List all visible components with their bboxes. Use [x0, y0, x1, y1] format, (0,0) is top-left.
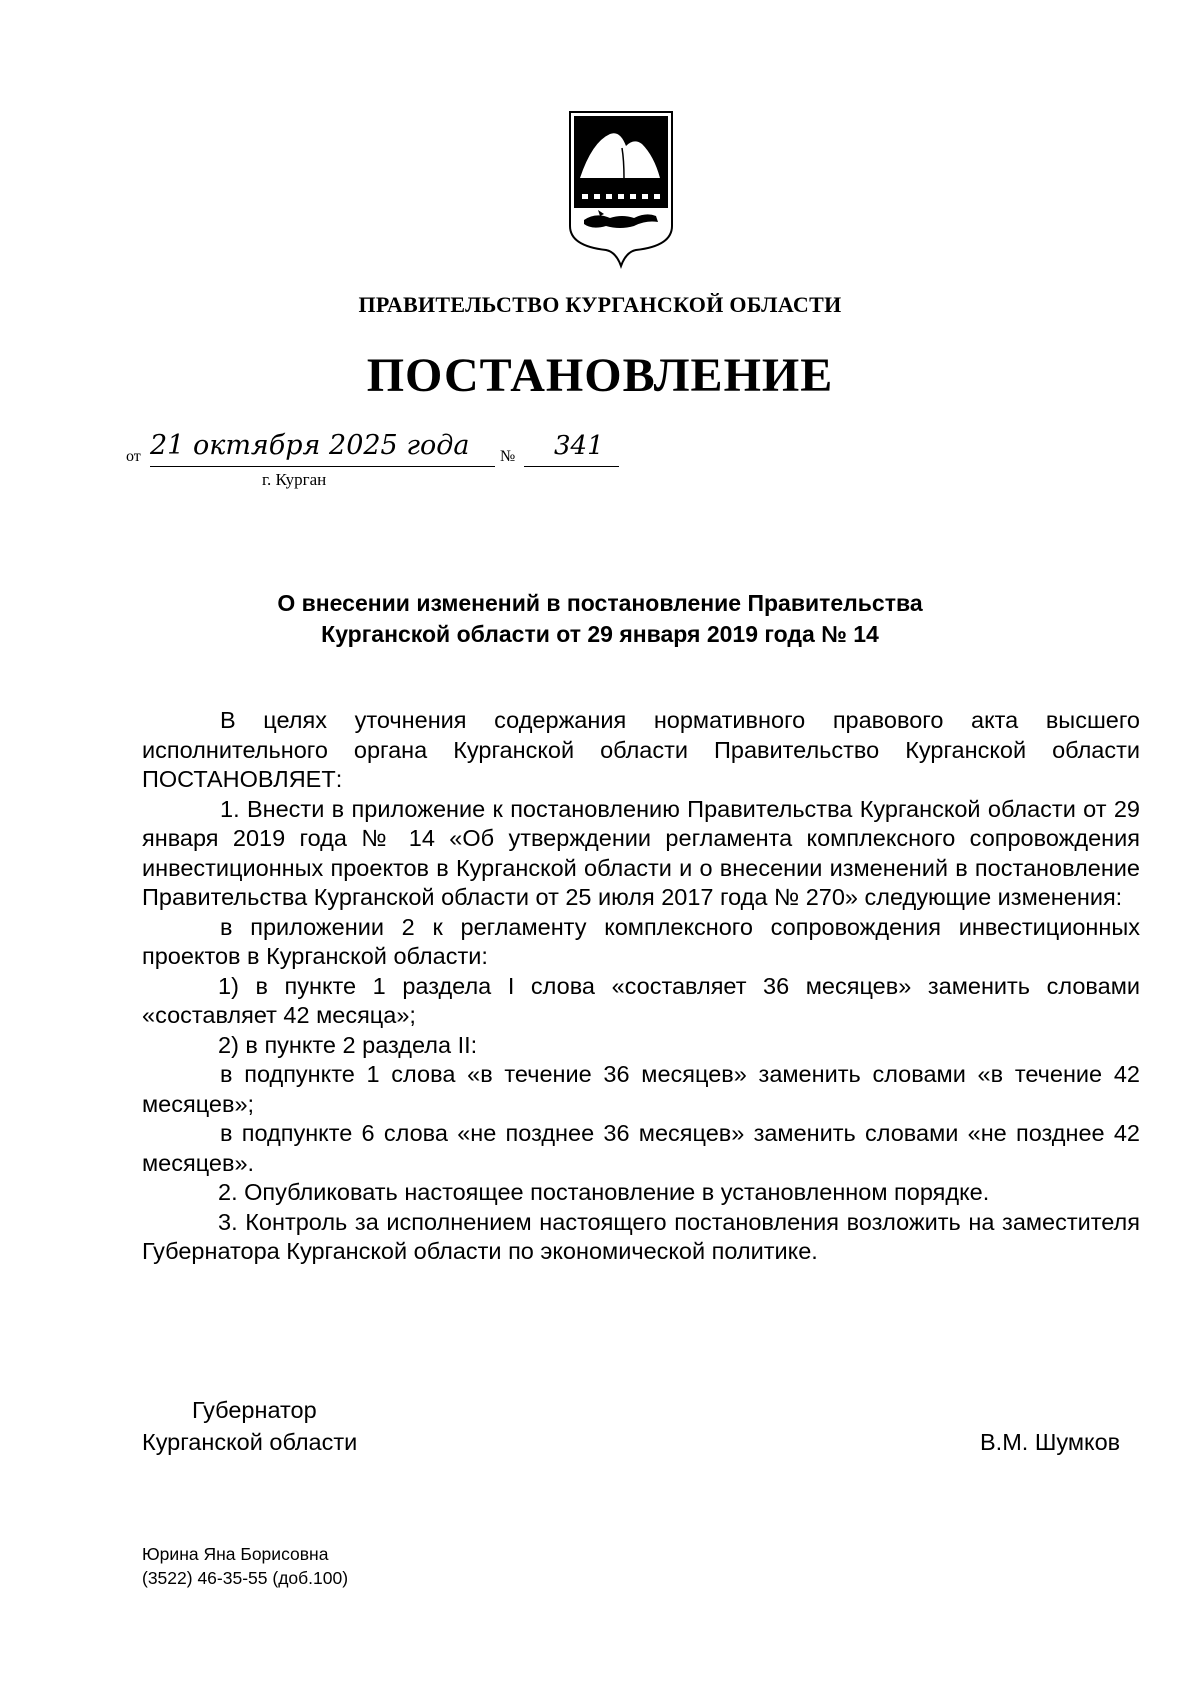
item-2-paragraph: 2. Опубликовать настоящее постановление в установленном порядке.: [218, 1179, 990, 1205]
subject-line: Курганской области от 29 января 2019 года № 14: [321, 621, 879, 647]
signatory-position: [142, 1394, 357, 1458]
date-from-label: от: [126, 448, 141, 465]
coat-of-arms-icon: [562, 108, 680, 270]
subject-line: О внесении изменений в постановление Правительства: [277, 590, 923, 616]
subitem-2a-paragraph: в подпункте 1 слова «в течение 36 месяцев» заменить словами «в течение 42 месяцев»;: [142, 1061, 1140, 1117]
subitem-2-paragraph: 2) в пункте 2 раздела II:: [218, 1031, 478, 1058]
item-1-intro-paragraph: в приложении 2 к регламенту комплексного сопровождения инвестиционных проектов в Курганской области:: [142, 913, 1140, 969]
item-3-paragraph: 3. Контроль за исполнением настоящего постановления возложить на заместителя Губернатора Курганской области по экономической политике.: [142, 1208, 1140, 1264]
government-name: ПРАВИТЕЛЬСТВО КУРГАНСКОЙ ОБЛАСТИ: [358, 292, 842, 317]
document-city: г. Курган: [262, 470, 327, 489]
preamble-paragraph: В целях уточнения содержания нормативного правового акта высшего исполнительного органа Курганской области Правительство Курганской области ПОСТАНОВЛЯЕТ:: [142, 707, 1140, 792]
subitem-2b-paragraph: в подпункте 6 слова «не позднее 36 месяцев» заменить словами «не позднее 42 месяцев».: [142, 1120, 1140, 1176]
document-subject: [0, 588, 1200, 650]
item-1-paragraph: 1. Внести в приложение к постановлению Правительства Курганской области от 29 января 2019 года № 14 «Об утверждении регламента комплексного сопровождения инвестиционных проектов в Курганской области и о внесении изменений в постановление Правительства Курганской области от 25 июля 2017 года № 270» следующие изменения:: [142, 795, 1140, 910]
subitem-1-paragraph: 1) в пункте 1 раздела I слова «составляет 36 месяцев» заменить словами «составляет 42 месяца»;: [142, 972, 1140, 1028]
document-body: [142, 706, 1140, 1267]
document-number: 341: [524, 426, 619, 467]
executor-info: [142, 1542, 348, 1590]
signatory-name: В.М. Шумков: [980, 1429, 1121, 1455]
executor-name: Юрина Яна Борисовна: [142, 1544, 329, 1564]
document-date: 21 октября 2025 года: [150, 426, 495, 467]
signatory-position-line: Губернатор: [192, 1397, 317, 1423]
executor-phone: (3522) 46-35-55 (доб.100): [142, 1568, 349, 1588]
number-label: №: [500, 448, 516, 465]
document-type-title: ПОСТАНОВЛЕНИЕ: [366, 349, 834, 402]
signatory-position-line: Курганской области: [142, 1429, 358, 1455]
